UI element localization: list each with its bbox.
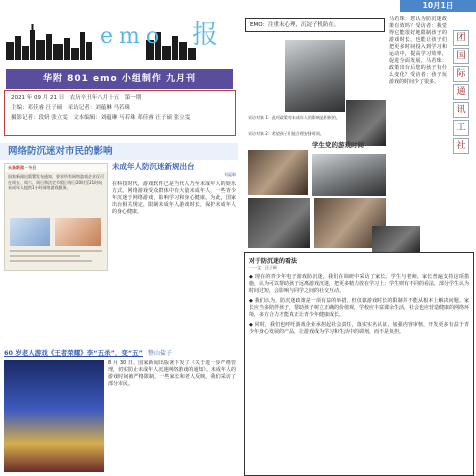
game-screen-photo: [312, 154, 386, 196]
article-paragraph: 在科技时代，游戏软件已是当代人乃至未成年人的娱乐方式。网络游戏受众群体中有大量未成年人，一些青少年沉迷于网络游戏，影响学习和身心健康。为此，国家出台相关规定，限制未成年人游戏时长，保护未成年人的身心健康。: [112, 180, 236, 215]
photo-caption-2: 采访对象 2：希望孩子们能合理安排时间。: [248, 131, 324, 136]
game-photo: [248, 150, 308, 195]
issue-date-tag: 10月1日: [400, 0, 476, 12]
portrait-photo: [372, 226, 420, 252]
issue-info-box: [4, 90, 236, 136]
classroom-photo: [248, 198, 310, 248]
opinion-paragraph: ◆ 同时，我们也呼吁游戏企业承担起社会责任，落实实名认证，加强内容审核，开发更多有益于青少年身心发展的产品，让游戏成为学习和生活中的调剂，而不是负担。: [249, 321, 469, 335]
vertical-char: 讯: [453, 102, 469, 118]
screenshot-image: [55, 218, 101, 246]
photo-caption-1: 采访对象 1：此项政策对未成年人的影响是积极的。: [248, 115, 340, 120]
survey-tag: 整山盐子: [148, 350, 173, 357]
survey-headline: 60 岁老人游戏《王者荣耀》李“五杀”，变“五”: [4, 349, 143, 357]
masthead-banner: 华附 801 emo 小组制作 九月刊: [6, 69, 233, 89]
news-app-screenshot: [4, 163, 108, 271]
masthead-title-emo: emo: [100, 24, 166, 49]
screenshot-header-label: 头条新闻 · 今日: [8, 165, 37, 170]
vertical-char: 团: [453, 30, 469, 46]
screenshot-image: [10, 218, 50, 246]
issue-date-line: 2021 年 09 月 21 日 农历辛丑年八月十五 第一期: [11, 95, 142, 101]
survey-headline-row: [4, 340, 236, 356]
section-title: 网络防沉迷对市民的影响: [0, 143, 238, 160]
interview-photo: [285, 40, 345, 112]
opinion-paragraph: ◆ 现在的青少年电子游戏防沉迷，我们在调研中采访了家长、学生与老师。家长普遍支持这项措施，认为可以帮助孩子远离游戏沉迷，把更多精力放在学习上；学生则有不同的看法，部分学生认为时间过短，会影响与同学之间的社交互动。: [249, 273, 470, 294]
opinion-title: 对于防沉迷的看法: [249, 258, 298, 265]
vertical-char: 通: [453, 84, 469, 100]
vertical-char: 社: [453, 138, 469, 154]
divider: [10, 255, 80, 257]
interview-column: 马若珠：您认为防沉迷政策有效吗？受访者：我觉得它能很好地限制孩子的游戏时长，也能让孩子们把更多时间投入到学习和运动中，提高学习效率，促进全面发展。马若珠：政策出台后您的孩子有什么变化？受访者：孩子玩游戏的时间少了很多。: [389, 16, 447, 85]
opinion-author: 一一文：汪子硕: [249, 265, 277, 270]
survey-body: 8 月 30 日，国家新闻出版署下发了《关于进一步严格管理，切实防止未成年人沉迷网络游戏的通知》。未成年人的游戏时间被严格限制，一些家长和老人反映。我们采访了部分市民。: [108, 360, 236, 387]
left-article: [112, 162, 236, 340]
vertical-char: 工: [453, 120, 469, 136]
article-headline: 未成年人防沉迷新规出台: [112, 162, 195, 171]
editors-line: 主编：邓佳睿 汪子硕 采访记者：刘蕴琳 马若珠: [11, 105, 130, 111]
opinion-box: [244, 252, 474, 476]
slogan-box: EMO：注重未心理，沉淀子机防在。: [245, 18, 385, 32]
masthead-title-bao: 报: [192, 20, 219, 50]
staff-line: 摄影记者：段妍 张立雯 文本编辑：刘蕴琳 马若珠 邓佳睿 汪子硕 张立雯: [11, 115, 191, 121]
game-poster-image: [4, 360, 104, 472]
vertical-title: [450, 30, 472, 248]
vertical-char: 国: [453, 48, 469, 64]
opinion-paragraph: ◆ 我们认为，防沉迷政策是一项有益的举措，但仅靠游戏时长的限制并不能从根本上解决问题。家长应当多陪伴孩子，帮助孩子树立正确的价值观，学校应丰富课余生活，社会也应营造健康的网络环境，多方合力才能真正让青少年健康成长。: [249, 297, 470, 318]
vertical-char: 际: [453, 66, 469, 82]
screenshot-header: [5, 164, 107, 172]
screenshot-post-text: 国家新闻出版署发布通知，要求所有网络游戏企业仅可在周五、周六、周日和法定节假日每日20时至21时向未成年人提供1小时网络游戏服务。: [8, 174, 104, 190]
article-byline: 刘蕴琳: [224, 172, 236, 177]
photo-headline: 学生党的游戏时间: [312, 141, 364, 149]
divider: [10, 260, 92, 262]
divider: [10, 250, 102, 252]
